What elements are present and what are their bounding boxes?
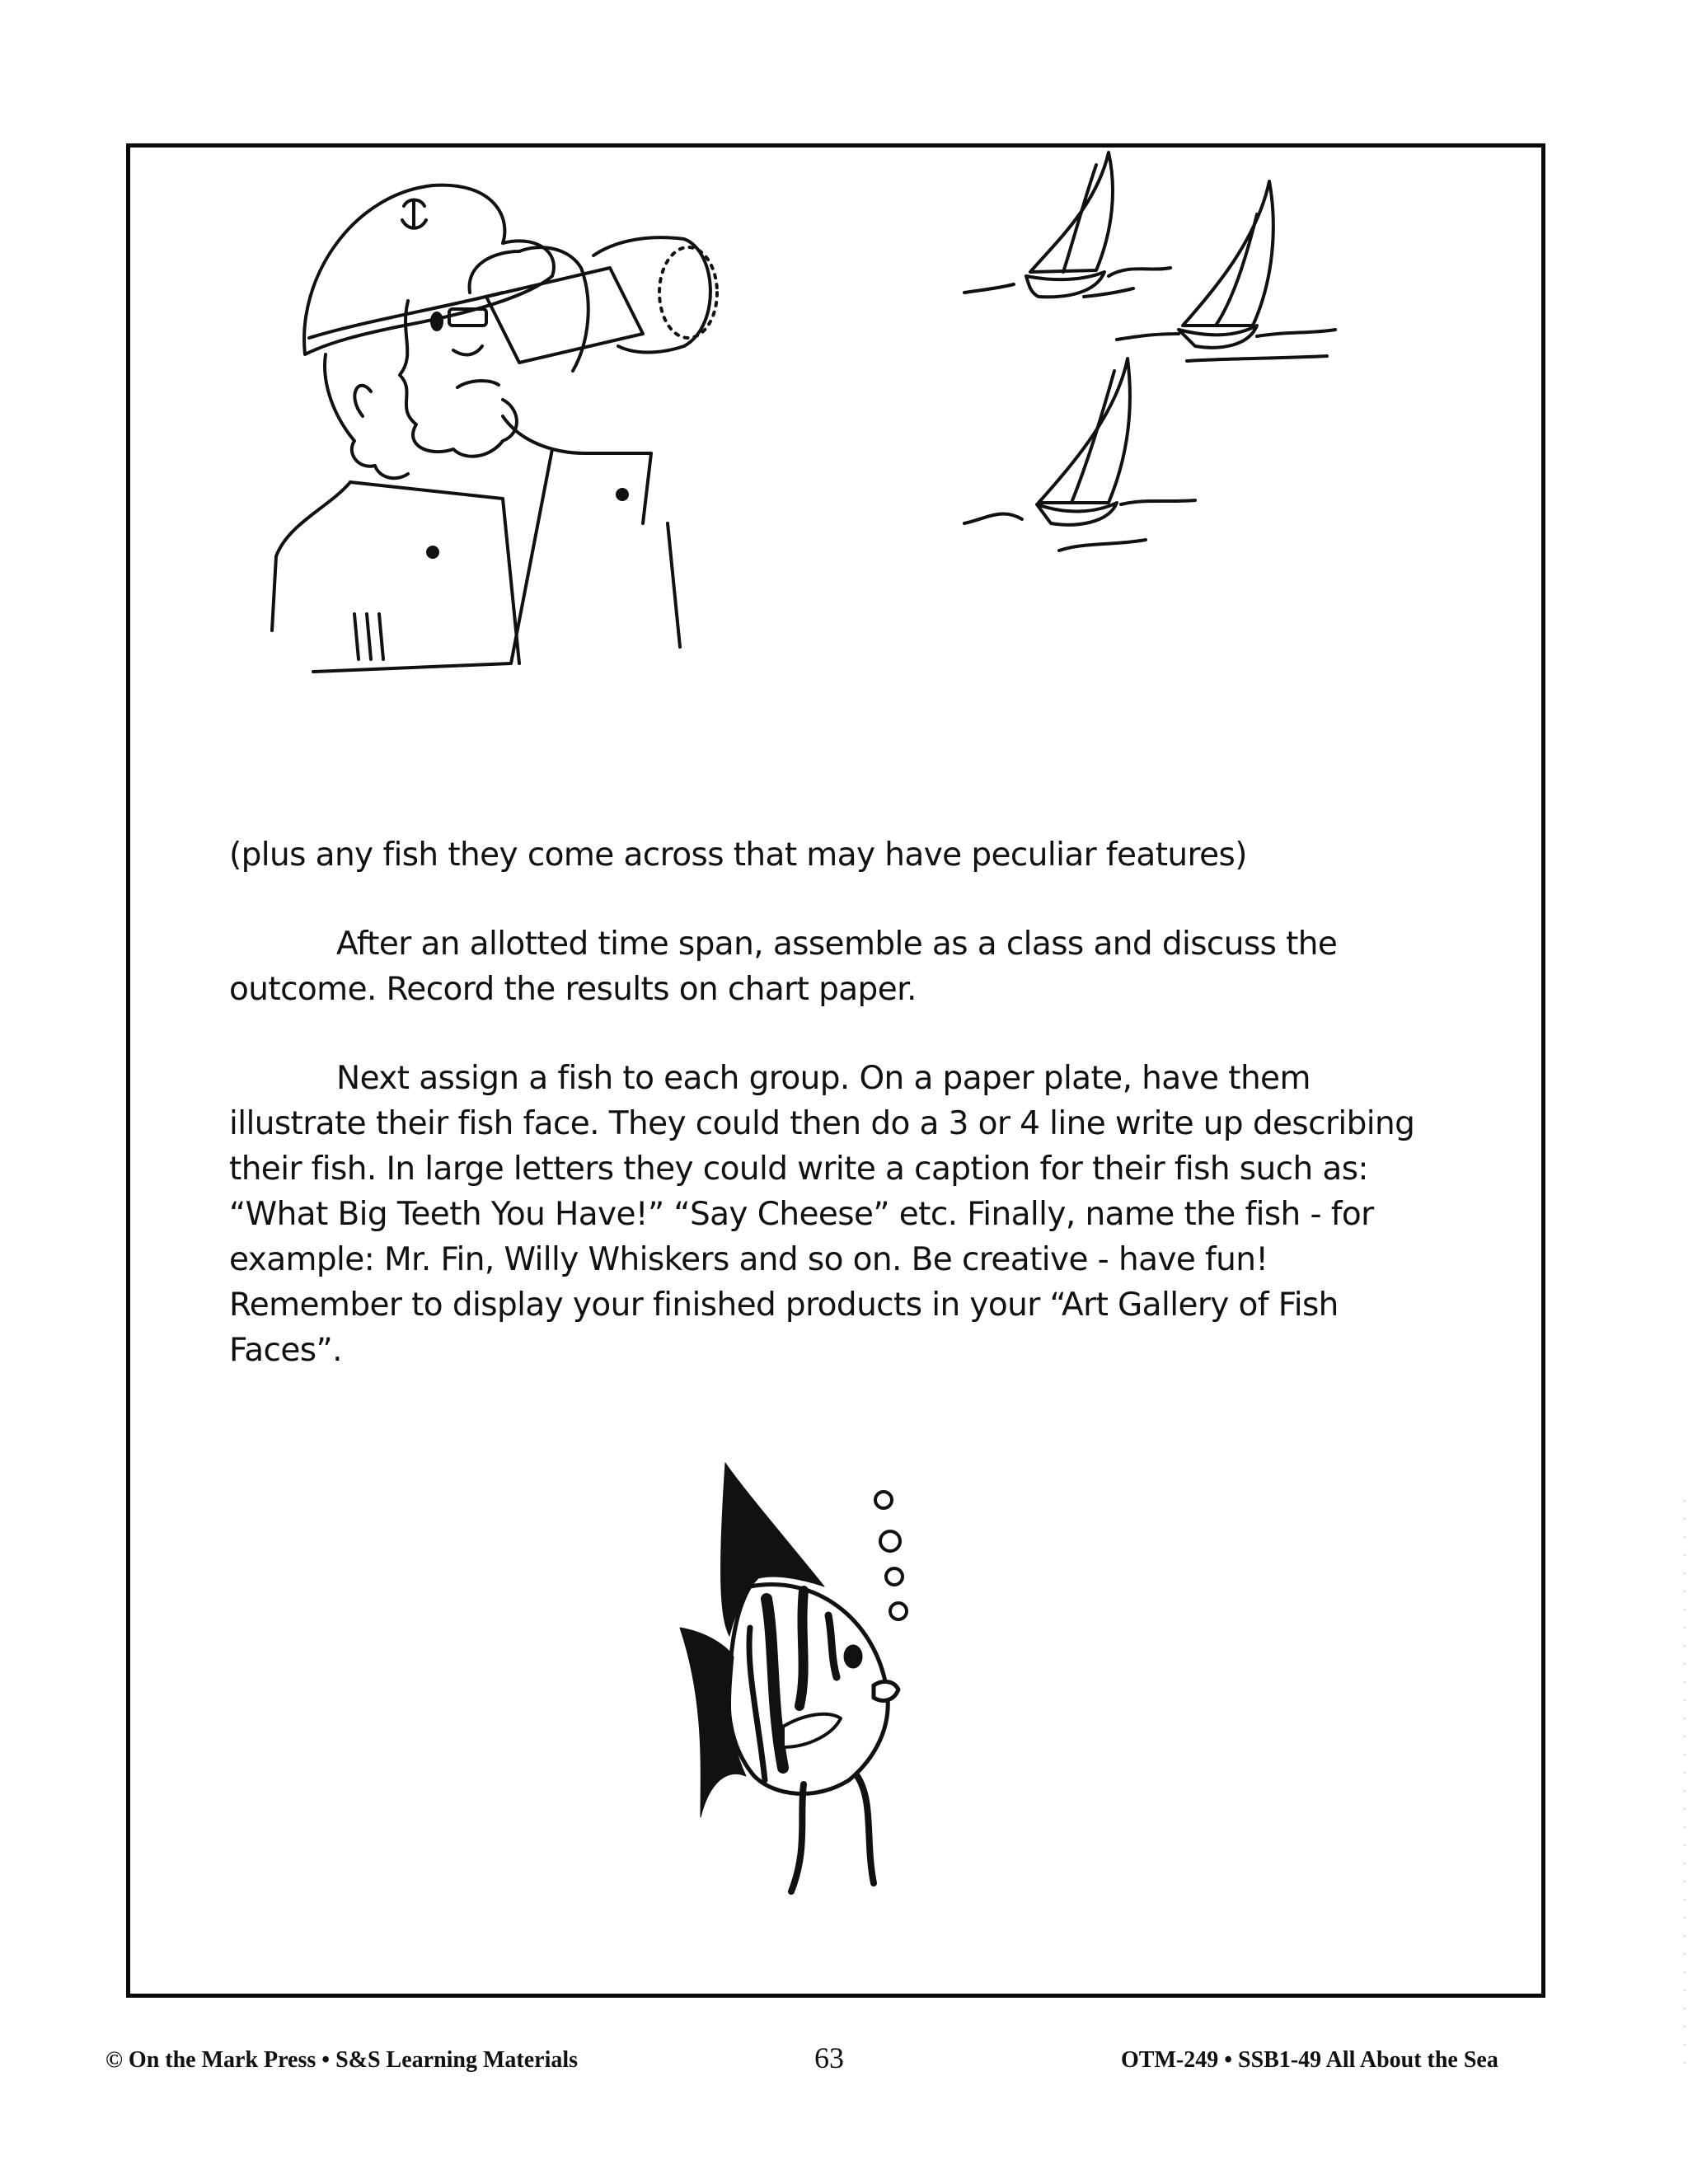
paragraph-fish-face-activity: Next assign a fish to each group. On a paper plate, have them illustrate their fish face. They could then do a 3 or 4 line write up describing their fish. In large letters they could write a caption for their fish such as: “What Big Teeth You Have!” “Say Cheese” etc. Finally, name the fish - for example: Mr. Fin, Willy Whiskers and so on. Be creative - have fun! Remember to display your finished products in your “Art Gallery of Fish Faces”. bbox=[229, 1060, 1415, 1369]
sailboats-icon bbox=[931, 148, 1426, 577]
sea-captain-illustration bbox=[256, 169, 849, 696]
footer-book-code: OTM-249 • SSB1-49 All About the Sea bbox=[1121, 2047, 1498, 2073]
paragraph-assemble-class: After an allotted time span, assemble as a class and discuss the outcome. Record the results on chart paper. bbox=[229, 926, 1338, 1008]
angelfish-illustration bbox=[668, 1455, 915, 1908]
paragraph-peculiar-features: (plus any fish they come across that may have peculiar features) bbox=[229, 837, 1247, 874]
sailboats-illustration bbox=[931, 148, 1426, 577]
footer-copyright: © On the Mark Press • S&S Learning Materials bbox=[106, 2047, 579, 2073]
scan-margin-marks bbox=[1683, 1500, 1686, 2077]
body-text bbox=[229, 832, 1449, 1417]
page-number: 63 bbox=[814, 2041, 844, 2074]
angelfish-icon bbox=[668, 1455, 915, 1908]
captain-telescope-icon bbox=[256, 169, 849, 696]
